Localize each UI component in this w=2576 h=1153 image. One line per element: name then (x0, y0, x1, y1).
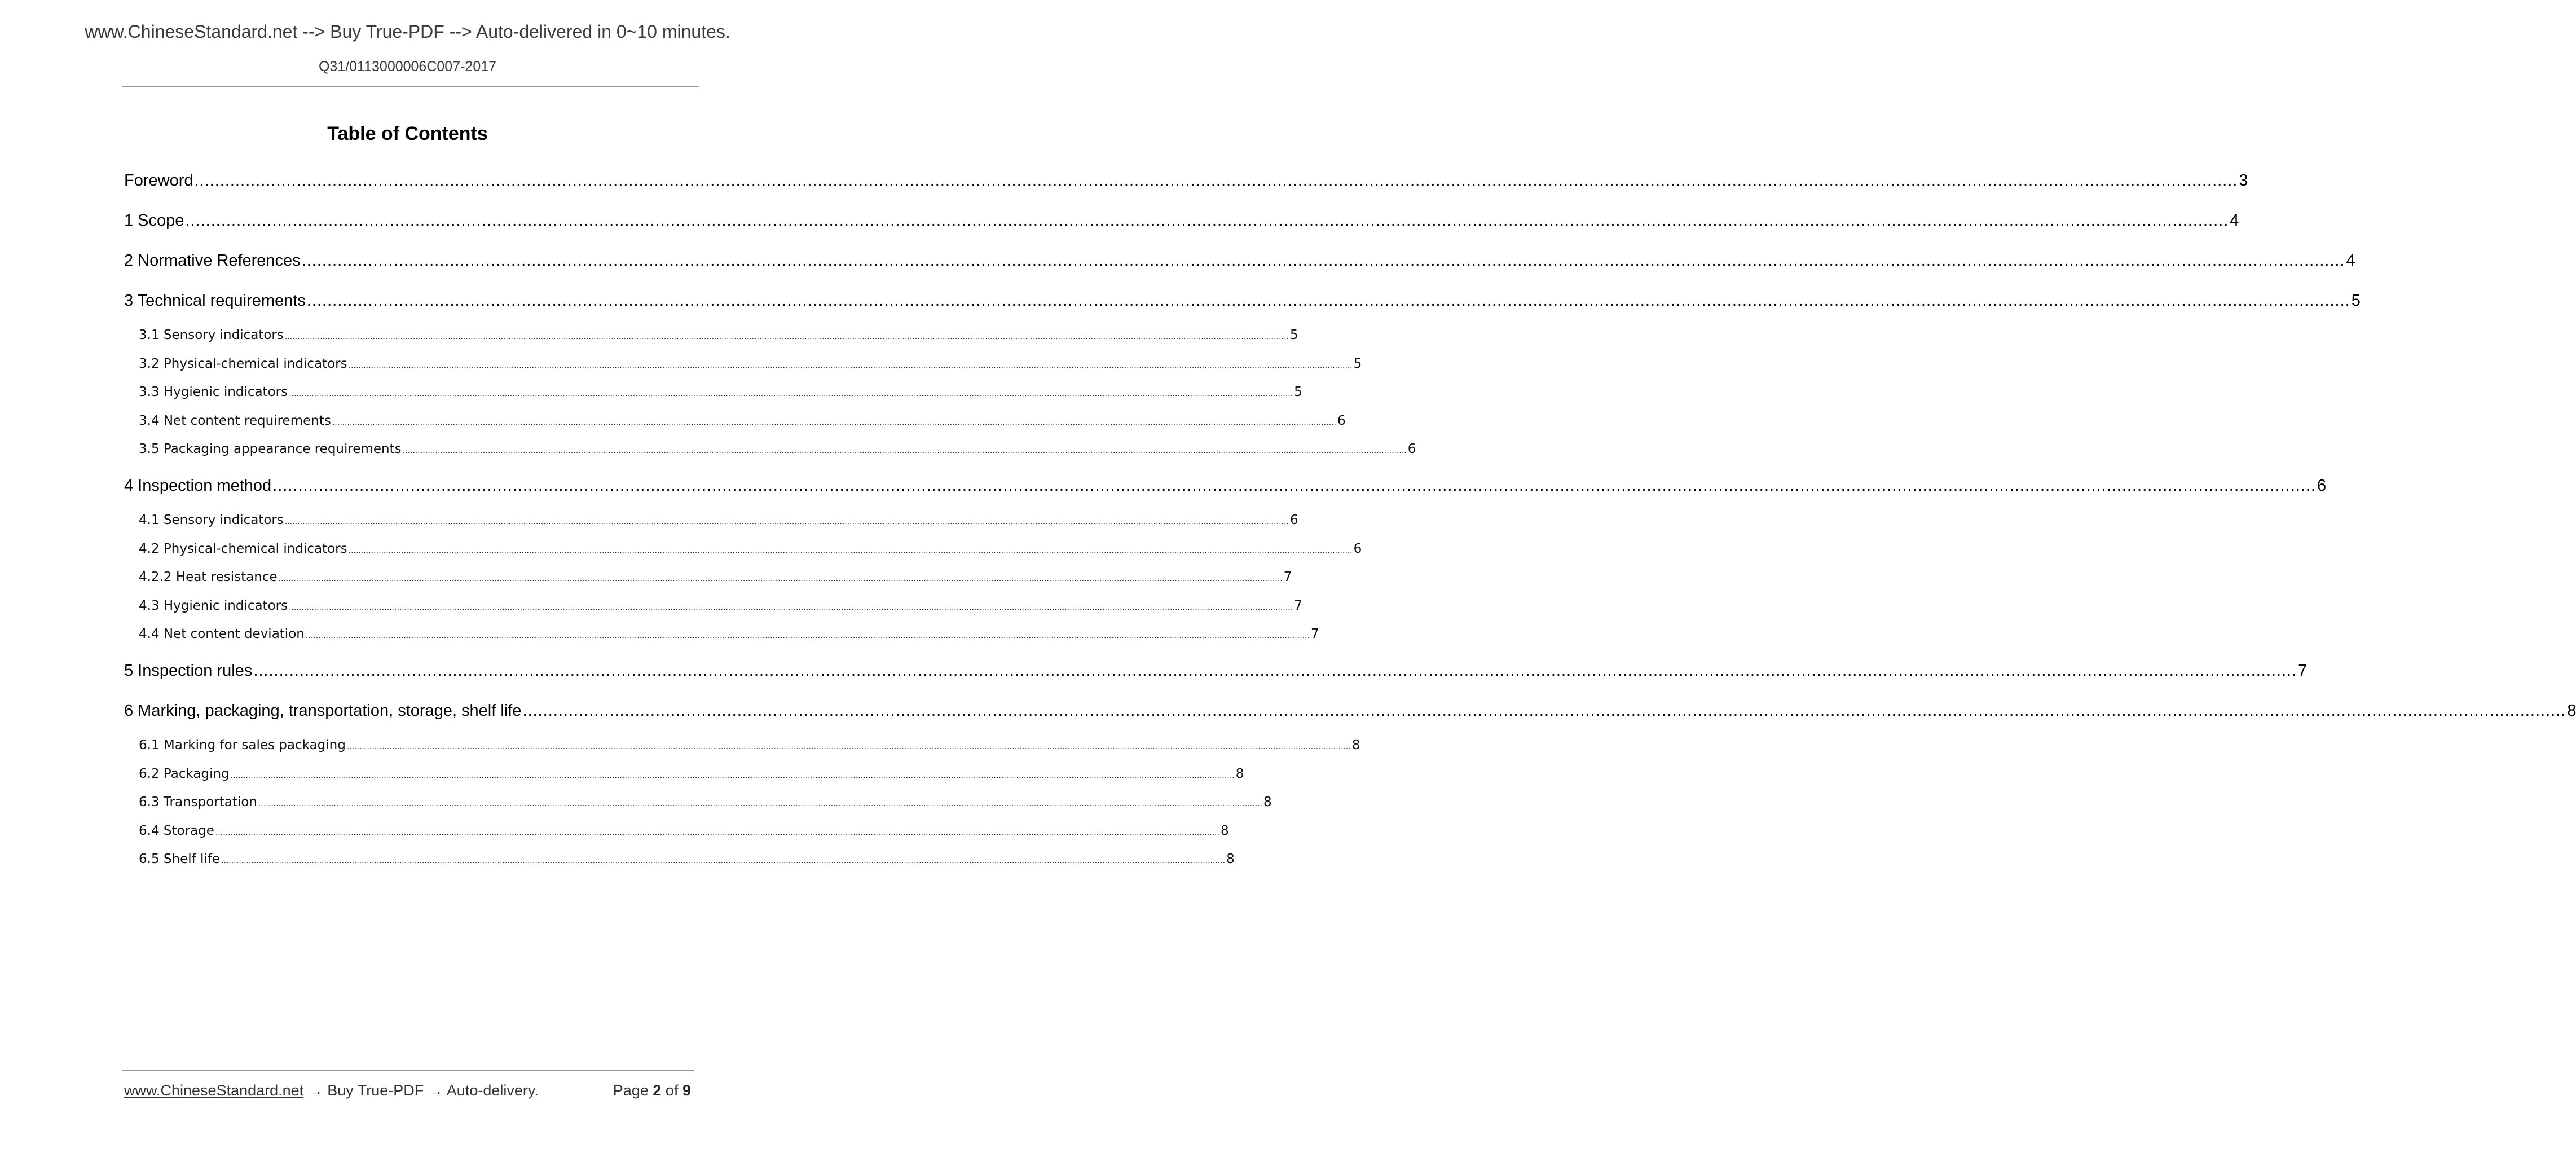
toc-entry-page: 6 (1289, 513, 1298, 527)
dot-leader: ................................................................................................................................................................................................................................................................................................................................................................................................................ (301, 252, 2345, 270)
footer-buy-text: Buy True-PDF (327, 1082, 424, 1099)
arrow-icon: → (428, 1082, 443, 1099)
dot-leader: ................................................................................................................................................................................................................................................................................................................................................................................................................ (348, 545, 1353, 555)
dot-leader: ................................................................................................................................................................................................................................................................................................................................................................................................................ (348, 360, 1353, 370)
dot-leader: ................................................................................................................................................................................................................................................................................................................................................................................................................ (278, 574, 1283, 583)
toc-entry-page: 5 (1353, 356, 1362, 371)
dot-leader: ................................................................................................................................................................................................................................................................................................................................................................................................................ (284, 517, 1289, 526)
toc-subentry[interactable] (139, 764, 1244, 784)
toc-subentry[interactable] (139, 382, 1302, 402)
toc-entry-page: 5 (1294, 385, 1302, 399)
toc-entry-label: 3.1 Sensory indicators (139, 328, 284, 342)
toc-entry-label: 6.2 Packaging (139, 766, 230, 781)
toc-entry-page: 3 (2239, 171, 2248, 190)
toc-entry-label: 4.2.2 Heat resistance (139, 570, 278, 584)
toc-entry-label: 4.3 Hygienic indicators (139, 598, 288, 613)
toc-entry[interactable] (124, 289, 2361, 312)
toc-subentry[interactable] (139, 411, 1346, 430)
toc-entry-label: 3.5 Packaging appearance requirements (139, 442, 402, 456)
toc-subentry[interactable] (139, 821, 1229, 840)
arrow-icon: → (307, 1082, 323, 1099)
toc-entry-label: 3 Technical requirements (124, 292, 306, 310)
dot-leader: ................................................................................................................................................................................................................................................................................................................................................................................................................ (215, 828, 1219, 837)
toc-entry-label: 6.4 Storage (139, 823, 214, 838)
toc-entry-page: 8 (2567, 702, 2576, 720)
page-indicator (613, 1082, 691, 1099)
header-banner: www.ChineseStandard.net --> Buy True-PDF --> Auto-delivered in 0~10 minutes. (85, 21, 730, 42)
toc-entry-label: 3.3 Hygienic indicators (139, 385, 288, 399)
toc-entry-label: 6.1 Marking for sales packaging (139, 738, 346, 752)
dot-leader: ................................................................................................................................................................................................................................................................................................................................................................................................................ (305, 631, 1310, 640)
toc-entry-label: 1 Scope (124, 212, 184, 230)
toc-subentry[interactable] (139, 354, 1362, 373)
toc-entry-page: 6 (1337, 413, 1346, 428)
dot-leader: ................................................................................................................................................................................................................................................................................................................................................................................................................ (332, 417, 1336, 427)
document-number: Q31/0113000006C007-2017 (318, 59, 497, 74)
toc-entry-page: 7 (2298, 662, 2308, 680)
toc-subentry[interactable] (139, 511, 1298, 530)
toc-entry-label: 5 Inspection rules (124, 662, 253, 680)
toc-title: Table of Contents (327, 123, 488, 144)
toc-entry-page: 4 (2230, 212, 2239, 230)
toc-entry-page: 5 (1289, 328, 1298, 342)
dot-leader: ................................................................................................................................................................................................................................................................................................................................................................................................................ (289, 389, 1293, 398)
page-current: 2 (653, 1082, 662, 1099)
header-divider (122, 86, 699, 87)
toc-subentry[interactable] (139, 539, 1362, 558)
toc-entry-page: 6 (2317, 477, 2327, 495)
dot-leader: ................................................................................................................................................................................................................................................................................................................................................................................................................ (402, 446, 1407, 455)
toc-subentry[interactable] (139, 850, 1235, 869)
toc-entry-page: 6 (1407, 442, 1416, 456)
toc-entry-label: 3.2 Physical-chemical indicators (139, 356, 347, 371)
toc-entry-page: 4 (2346, 252, 2355, 270)
toc-entry-page: 8 (1235, 766, 1244, 781)
toc-entry-page: 8 (1226, 852, 1235, 866)
toc-entry-label: 6 Marking, packaging, transportation, storage, shelf life (124, 702, 522, 720)
toc-subentry[interactable] (139, 624, 1319, 644)
dot-leader: ................................................................................................................................................................................................................................................................................................................................................................................................................ (221, 856, 1226, 865)
toc-entry-label: 4.1 Sensory indicators (139, 513, 284, 527)
page-of: of (665, 1082, 679, 1099)
toc-entry-page: 7 (1294, 598, 1302, 613)
toc-entry[interactable] (124, 169, 2248, 192)
toc-entry-label: 6.3 Transportation (139, 795, 257, 809)
toc-entry-page: 5 (2351, 292, 2361, 310)
footer-promo (124, 1082, 539, 1099)
dot-leader: ................................................................................................................................................................................................................................................................................................................................................................................................................ (522, 702, 2566, 720)
toc-entry[interactable] (124, 474, 2327, 497)
footer-delivery-text: Auto-delivery. (446, 1082, 539, 1099)
dot-leader: ................................................................................................................................................................................................................................................................................................................................................................................................................ (258, 799, 1263, 808)
footer-website-link[interactable]: www.ChineseStandard.net (124, 1082, 304, 1099)
dot-leader: ................................................................................................................................................................................................................................................................................................................................................................................................................ (289, 602, 1293, 612)
dot-leader: ................................................................................................................................................................................................................................................................................................................................................................................................................ (185, 212, 2229, 230)
toc-subentry[interactable] (139, 736, 1360, 755)
dot-leader: ................................................................................................................................................................................................................................................................................................................................................................................................................ (194, 171, 2238, 190)
dot-leader: ................................................................................................................................................................................................................................................................................................................................................................................................................ (346, 742, 1351, 751)
page-label: Page (613, 1082, 649, 1099)
dot-leader: ................................................................................................................................................................................................................................................................................................................................................................................................................ (253, 662, 2297, 680)
toc-entry-label: 6.5 Shelf life (139, 852, 221, 866)
toc-entry[interactable] (124, 249, 2355, 272)
toc-entry[interactable] (124, 659, 2308, 682)
toc-entry-label: 4 Inspection method (124, 477, 272, 495)
toc-entry-label: 4.4 Net content deviation (139, 627, 305, 641)
toc-entry-label: 2 Normative References (124, 252, 301, 270)
toc-entry-page: 8 (1263, 795, 1272, 809)
toc-entry-page: 7 (1310, 627, 1319, 641)
toc-entry-page: 7 (1283, 570, 1292, 584)
toc-entry-page: 8 (1220, 823, 1229, 838)
dot-leader: ................................................................................................................................................................................................................................................................................................................................................................................................................ (272, 477, 2317, 495)
footer-divider (122, 1070, 694, 1071)
toc-entry-page: 8 (1351, 738, 1360, 752)
toc-subentry[interactable] (139, 793, 1272, 812)
toc-subentry[interactable] (139, 567, 1292, 587)
toc-entry-label: Foreword (124, 171, 193, 190)
toc-subentry[interactable] (139, 325, 1298, 345)
toc-entry[interactable] (124, 209, 2239, 232)
dot-leader: ................................................................................................................................................................................................................................................................................................................................................................................................................ (230, 771, 1235, 780)
toc-entry-label: 3.4 Net content requirements (139, 413, 331, 428)
toc-entry-label: 4.2 Physical-chemical indicators (139, 541, 347, 556)
toc-entry-page: 6 (1353, 541, 1362, 556)
toc-subentry[interactable] (139, 596, 1302, 615)
toc-entry[interactable] (124, 699, 2576, 722)
page-total: 9 (682, 1082, 691, 1099)
dot-leader: ................................................................................................................................................................................................................................................................................................................................................................................................................ (306, 292, 2350, 310)
dot-leader: ................................................................................................................................................................................................................................................................................................................................................................................................................ (284, 332, 1289, 341)
toc-subentry[interactable] (139, 439, 1416, 459)
